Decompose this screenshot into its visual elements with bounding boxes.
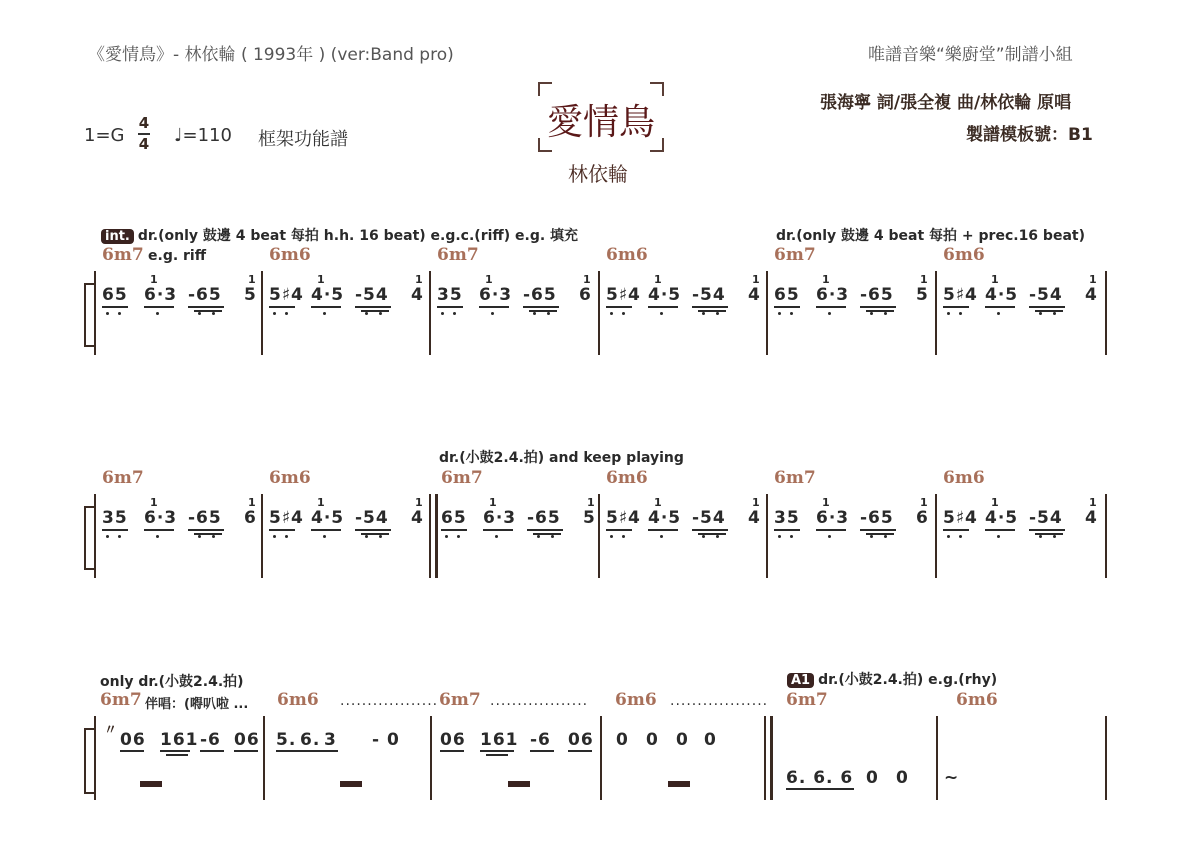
chord-label: 6m6: [269, 468, 311, 488]
barline: [430, 716, 432, 800]
note-group: 0: [866, 768, 879, 788]
note-group: 06: [120, 730, 146, 750]
note-group: 5♯4: [943, 508, 978, 528]
note-group: 5: [583, 508, 596, 528]
barline: [94, 494, 96, 578]
barline: [1105, 271, 1107, 355]
header-right: 唯譜音樂“樂廚堂”制譜小組: [868, 45, 1073, 65]
note-group: -65: [860, 285, 894, 305]
time-signature: 4 4: [138, 114, 150, 153]
staff-bracket: [84, 283, 94, 347]
note-group: 4·5: [648, 285, 682, 305]
chord-label: 6m7: [441, 468, 483, 488]
note-group: -54: [355, 285, 389, 305]
note-group: 35: [774, 508, 800, 528]
note-group: -54: [1029, 285, 1063, 305]
title-frame: [538, 82, 664, 152]
header-left: 《愛情鳥》- 林依輪 ( 1993年 ) (ver:Band pro): [88, 45, 454, 65]
note-group: 4: [411, 508, 424, 528]
barline: [766, 271, 768, 355]
note-group: 6: [244, 508, 257, 528]
credits-line: 張海寧 詞/張全複 曲/林依輪 原唱: [820, 93, 1072, 113]
note-group: - 0: [372, 730, 400, 750]
note-group: 0: [704, 730, 717, 750]
note-group: 4·5: [311, 285, 345, 305]
note-group: 4·5: [311, 508, 345, 528]
note-group: -54: [355, 508, 389, 528]
note-group: 3: [324, 730, 337, 750]
barline: [598, 494, 600, 578]
note-group: -65: [188, 508, 222, 528]
note-group: 6: [916, 508, 929, 528]
note-group: 6: [579, 285, 592, 305]
intro-instruction: int. dr.(only 鼓邊 4 beat 每拍 h.h. 16 beat) e.g.c.(riff) e.g. 填充: [101, 225, 578, 245]
tie-mark: ~: [944, 768, 960, 788]
note-group: 4: [1085, 508, 1098, 528]
note-group: 6·3: [479, 285, 513, 305]
barline: [261, 494, 263, 578]
barline: [263, 716, 265, 800]
barline: [935, 494, 937, 578]
note-group: 4: [748, 508, 761, 528]
note-group: 5: [916, 285, 929, 305]
chord-label: 6m6: [277, 690, 319, 710]
note-group: 6·3: [816, 285, 850, 305]
rest-mark: [340, 781, 362, 787]
chord-label: 6m7: [437, 245, 479, 265]
note-group: 65: [102, 285, 128, 305]
staff-bracket: [84, 506, 94, 570]
note-group: -54: [1029, 508, 1063, 528]
rest-mark: [668, 781, 690, 787]
chord-label: 6m7: [100, 690, 142, 710]
barline: [429, 494, 431, 578]
chord-label: 6m7: [786, 690, 828, 710]
note-group: -65: [860, 508, 894, 528]
note-group: 4: [411, 285, 424, 305]
note-group: -6: [530, 730, 551, 750]
a1-instruction: A1 dr.(小鼓2.4.拍) e.g.(rhy): [787, 669, 997, 689]
breath-mark: 〃: [104, 723, 118, 738]
artist-name: 林依輪: [568, 162, 628, 186]
chord-label: 6m6: [943, 245, 985, 265]
dotted-line: ..................: [340, 693, 439, 709]
note-group: -65: [527, 508, 561, 528]
barline: [94, 271, 96, 355]
song-title: 愛情鳥: [546, 102, 655, 143]
note-group: -65: [523, 285, 557, 305]
barline: [764, 716, 766, 800]
note-group: 161: [480, 730, 519, 750]
note-group: 6.: [300, 730, 321, 750]
note-group: 5♯4: [269, 508, 304, 528]
note-group: 6. 6. 6: [786, 768, 854, 788]
riff-label: e.g. riff: [148, 248, 207, 264]
chord-label: 6m6: [269, 245, 311, 265]
chord-label: 6m6: [615, 690, 657, 710]
chord-label: 6m6: [606, 245, 648, 265]
note-group: 161: [160, 730, 199, 750]
note-group: 06: [440, 730, 466, 750]
note-group: 06: [234, 730, 260, 750]
chord-label: 6m7: [774, 468, 816, 488]
note-group: 06: [568, 730, 594, 750]
chord-label: 6m6: [956, 690, 998, 710]
barline: [600, 716, 602, 800]
section-tag-a1: A1: [787, 673, 814, 688]
note-group: 5♯4: [269, 285, 304, 305]
note-group: 4: [1085, 285, 1098, 305]
intro-instruction-right: dr.(only 鼓邊 4 beat 每拍 + prec.16 beat): [776, 228, 1085, 244]
note-group: -65: [188, 285, 222, 305]
barline: [1105, 494, 1107, 578]
section-tag-intro: int.: [101, 229, 134, 244]
note-group: 35: [102, 508, 128, 528]
row2-instruction: dr.(小鼓2.4.拍) and keep playing: [439, 450, 684, 466]
barline: [598, 271, 600, 355]
barline-thick: [770, 716, 773, 800]
barline-thick: [435, 494, 438, 578]
note-group: -6: [200, 730, 221, 750]
note-group: 4: [748, 285, 761, 305]
note-group: 5.: [276, 730, 297, 750]
note-group: 0: [676, 730, 689, 750]
note-group: -54: [692, 285, 726, 305]
note-group: 0: [616, 730, 629, 750]
note-group: 4·5: [648, 508, 682, 528]
chord-label: 6m6: [943, 468, 985, 488]
barline: [261, 271, 263, 355]
note-group: 6·3: [144, 508, 178, 528]
staff-bracket: [84, 728, 94, 794]
dotted-line: ..................: [490, 693, 589, 709]
note-group: 65: [441, 508, 467, 528]
rest-mark: [508, 781, 530, 787]
note-group: 5: [244, 285, 257, 305]
barline: [94, 716, 96, 800]
rest-mark: [140, 781, 162, 787]
note-group: 6·3: [483, 508, 517, 528]
score-style: 框架功能譜: [258, 129, 348, 150]
barline: [429, 271, 431, 355]
note-group: 5♯4: [606, 508, 641, 528]
note-group: 4·5: [985, 285, 1019, 305]
note-group: 0: [896, 768, 909, 788]
barline: [766, 494, 768, 578]
chord-label: 6m7: [774, 245, 816, 265]
chord-label: 6m6: [606, 468, 648, 488]
key-signature: 1=G: [84, 125, 125, 146]
tempo: ♩=110: [174, 125, 232, 146]
note-group: 65: [774, 285, 800, 305]
lyric-label: 伴唱：(嘚叭啦 ...: [145, 697, 249, 712]
note-group: 4·5: [985, 508, 1019, 528]
chord-label: 6m7: [439, 690, 481, 710]
dotted-line: ..................: [670, 693, 769, 709]
chord-label: 6m7: [102, 468, 144, 488]
note-group: 6·3: [144, 285, 178, 305]
row3-instruction: only dr.(小鼓2.4.拍): [100, 674, 244, 690]
template-number: 製譜模板號：B1: [966, 125, 1093, 145]
barline: [935, 271, 937, 355]
note-group: -54: [692, 508, 726, 528]
note-group: 35: [437, 285, 463, 305]
note-group: 5♯4: [606, 285, 641, 305]
barline: [1105, 716, 1107, 800]
note-group: 0: [646, 730, 659, 750]
note-group: 5♯4: [943, 285, 978, 305]
note-group: 6·3: [816, 508, 850, 528]
barline: [936, 716, 938, 800]
chord-label: 6m7: [102, 245, 144, 265]
